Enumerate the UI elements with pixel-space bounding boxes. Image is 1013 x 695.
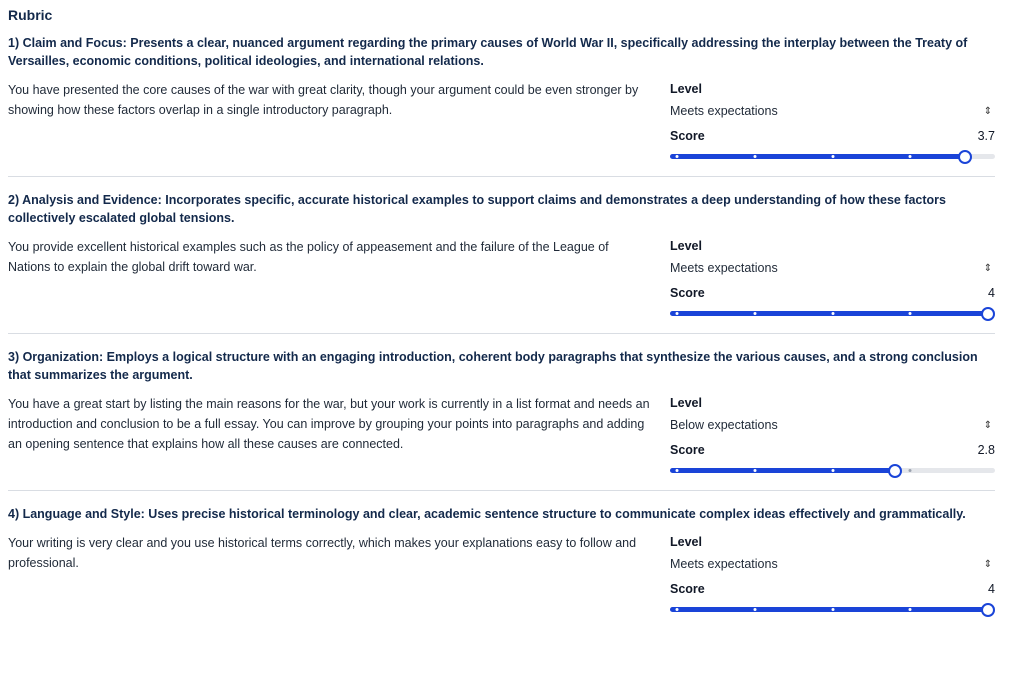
slider-tick [676, 155, 679, 158]
grading-panel [670, 237, 995, 321]
slider-tick [831, 608, 834, 611]
score-slider[interactable] [670, 148, 995, 164]
score-slider[interactable] [670, 305, 995, 321]
criterion-title: 1) Claim and Focus: Presents a clear, nuanced argument regarding the primary causes of World War II, specifically addressing the interplay between the Treaty of Versailles, economic conditions, political ideologies, and international relations. [8, 36, 968, 68]
level-select-value: Meets expectations [670, 261, 778, 275]
slider-tick [909, 312, 912, 315]
level-label: Level [670, 535, 702, 549]
score-slider[interactable] [670, 601, 995, 617]
slider-fill [670, 154, 965, 159]
score-value: 4 [988, 582, 995, 596]
slider-tick [753, 312, 756, 315]
score-label: Score [670, 286, 705, 300]
slider-tick [831, 469, 834, 472]
level-label: Level [670, 396, 702, 410]
level-select-value: Meets expectations [670, 557, 778, 571]
criterion-feedback: You have presented the core causes of the war with great clarity, though your argument could be even stronger by showing how these factors overlap in a single introductory paragraph. [8, 83, 639, 117]
chevron-up-down-icon: ⇕ [983, 105, 993, 117]
criterion-feedback: You have a great start by listing the main reasons for the war, but your work is currently in a list format and needs an introduction and conclusion to be a full essay. You can improve by grouping your points into paragraphs and adding an opening sentence that explains how all these causes are connected. [8, 397, 650, 451]
slider-tick [676, 312, 679, 315]
criterion-feedback: You provide excellent historical examples such as the policy of appeasement and the failure of the League of Nations to explain the global drift toward war. [8, 240, 609, 274]
slider-tick [676, 469, 679, 472]
score-value: 2.8 [977, 443, 995, 457]
level-select[interactable] [670, 414, 995, 436]
score-slider[interactable] [670, 462, 995, 478]
slider-tick [753, 155, 756, 158]
level-select-value: Below expectations [670, 418, 778, 432]
grading-panel [670, 533, 995, 617]
score-value: 4 [988, 286, 995, 300]
chevron-up-down-icon: ⇕ [983, 558, 993, 570]
level-select[interactable] [670, 257, 995, 279]
slider-tick [831, 312, 834, 315]
criterion-3 [8, 348, 995, 491]
score-label: Score [670, 582, 705, 596]
criterion-1 [8, 34, 995, 177]
slider-thumb[interactable] [958, 150, 972, 164]
slider-tick [753, 469, 756, 472]
criterion-4 [8, 505, 995, 629]
chevron-up-down-icon: ⇕ [983, 419, 993, 431]
slider-tick [831, 155, 834, 158]
level-select-value: Meets expectations [670, 104, 778, 118]
rubric-title: Rubric [8, 7, 53, 23]
criterion-title: 4) Language and Style: Uses precise historical terminology and clear, academic sentence structure to communicate complex ideas effectively and grammatically. [8, 507, 966, 521]
slider-fill [670, 311, 988, 316]
criterion-title: 2) Analysis and Evidence: Incorporates specific, accurate historical examples to support claims and demonstrates a deep understanding of how these factors collectively escalated global tensions. [8, 193, 947, 225]
grading-panel [670, 394, 995, 478]
criterion-2 [8, 191, 995, 334]
score-label: Score [670, 129, 705, 143]
slider-fill [670, 468, 895, 473]
slider-fill [670, 607, 988, 612]
level-select[interactable] [670, 553, 995, 575]
slider-thumb[interactable] [888, 464, 902, 478]
slider-tick [909, 469, 912, 472]
score-value: 3.7 [977, 129, 995, 143]
slider-thumb[interactable] [981, 307, 995, 321]
chevron-up-down-icon: ⇕ [983, 262, 993, 274]
level-label: Level [670, 82, 702, 96]
slider-tick [676, 608, 679, 611]
slider-tick [909, 155, 912, 158]
level-select[interactable] [670, 100, 995, 122]
slider-thumb[interactable] [981, 603, 995, 617]
criterion-title: 3) Organization: Employs a logical structure with an engaging introduction, coherent body paragraphs that synthesize the various causes, and a strong conclusion that summarizes the argument. [8, 350, 978, 382]
slider-tick [753, 608, 756, 611]
criterion-feedback: Your writing is very clear and you use historical terms correctly, which makes your explanations easy to follow and professional. [8, 536, 637, 570]
level-label: Level [670, 239, 702, 253]
score-label: Score [670, 443, 705, 457]
slider-tick [909, 608, 912, 611]
grading-panel [670, 80, 995, 164]
